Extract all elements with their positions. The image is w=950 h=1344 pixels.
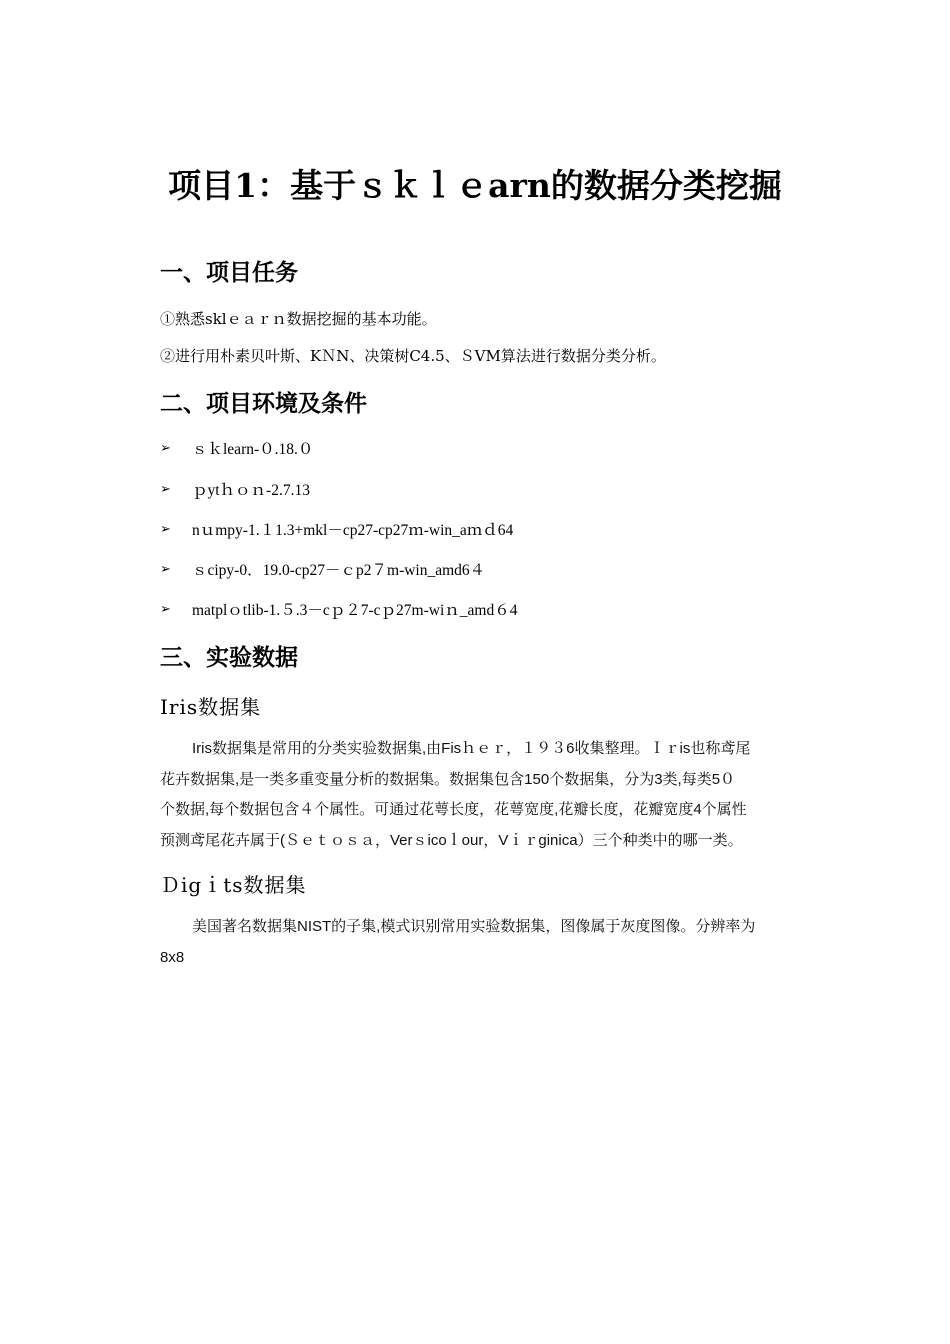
arrow-bullet-icon: ➢ (160, 440, 171, 456)
env-list-item (160, 437, 313, 459)
arrow-bullet-icon: ➢ (160, 561, 171, 577)
subheading-digits: Ｄigｉts数据集 (160, 873, 307, 897)
paragraph-line: 预测鸢尾花卉属于(Ｓｅｔｏｓａ，Verｓicoｌour，Vｉｒginica）三个种类中的哪一类。 (160, 831, 743, 849)
env-item-text: ｓｋlearn-０.18.０ (192, 441, 314, 458)
task-item-2: ②进行用朴素贝叶斯、KＮN、决策树C4.5、ＳVM算法进行数据分类分析。 (160, 347, 666, 365)
env-list-item (160, 558, 485, 580)
paragraph-line: 美国著名数据集NIST的子集,模式识别常用实验数据集，图像属于灰度图像。分辨率为 (192, 918, 756, 935)
env-list-item (160, 598, 517, 620)
digits-paragraph (160, 912, 838, 973)
section-heading-data: 三、实验数据 (160, 645, 298, 671)
paragraph-line: Iris数据集是常用的分类实验数据集,由Fisｈｅｒ，１９３6收集整理。Ｉｒis也称鸢尾 (192, 740, 751, 757)
env-list-item (160, 478, 310, 500)
section-heading-env: 二、项目环境及条件 (160, 391, 367, 417)
paragraph-line: 花卉数据集,是一类多重变量分析的数据集。数据集包含150个数据集，分为3类,每类5０ (160, 770, 736, 788)
document-title: 项目1：基于ｓｋｌｅarn的数据分类挖掘 (168, 166, 782, 205)
arrow-bullet-icon: ➢ (160, 521, 171, 537)
env-item-text: ｐytｈｏｎ-2.7.13 (192, 482, 310, 499)
subheading-iris: Iris数据集 (160, 695, 262, 719)
paragraph-line: 个数据,每个数据包含４个属性。可通过花萼长度，花萼宽度,花瓣长度，花瓣宽度4个属性 (160, 801, 747, 818)
iris-paragraph (160, 734, 838, 856)
env-item-text: nｕmpy-1.１1.3+mkl－cp27-cp27ｍ-win_aｍｄ64 (192, 522, 514, 539)
env-item-text: matplｏtlib-1.５.3－cｐ２7-cｐ27m-wiｎ_amd６4 (192, 602, 518, 619)
section-heading-task: 一、项目任务 (160, 260, 298, 286)
env-item-text: ｓcipy-0．19.0-cp27－ｃp2７m-win_amd6４ (192, 562, 486, 579)
env-list-item (160, 518, 513, 540)
arrow-bullet-icon: ➢ (160, 601, 171, 617)
paragraph-line: 8x8 (160, 948, 185, 966)
task-item-1: ①熟悉sklｅａｒｎ数据挖掘的基本功能。 (160, 310, 437, 328)
arrow-bullet-icon: ➢ (160, 481, 171, 497)
